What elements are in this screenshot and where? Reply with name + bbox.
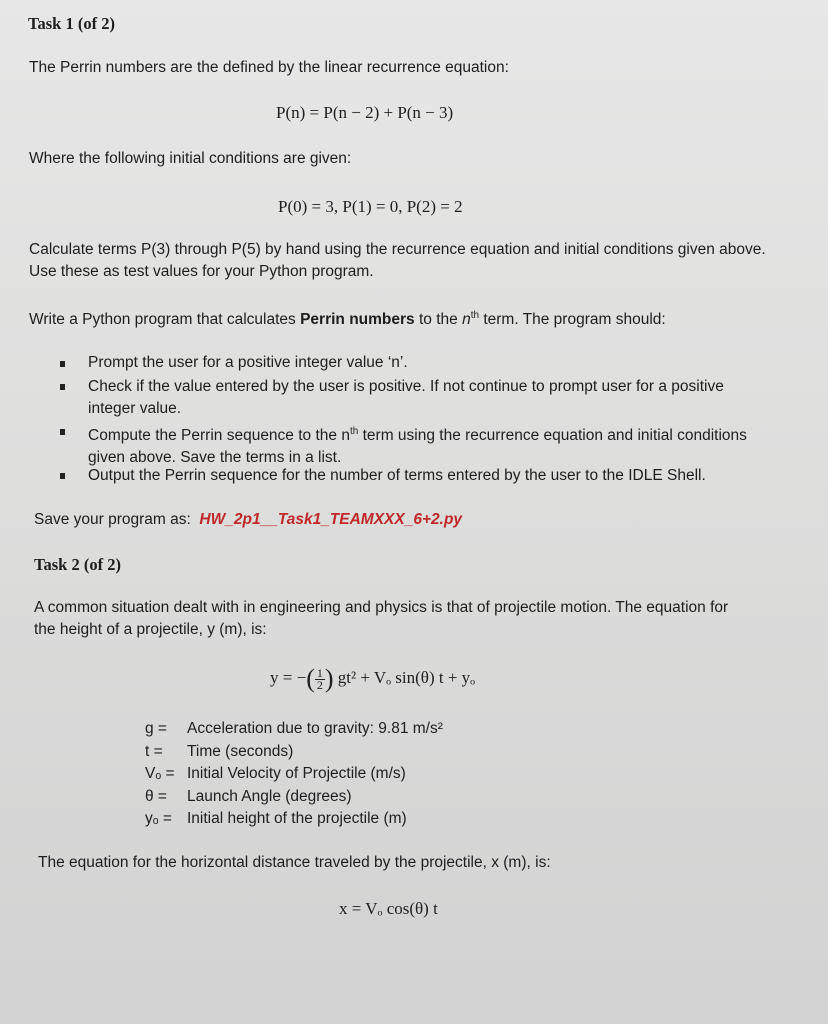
bullet-icon [60, 429, 65, 435]
definition-row [145, 765, 406, 783]
def-symbol: t = [145, 743, 163, 760]
task1-intro: The Perrin numbers are the defined by the linear recurrence equation: [29, 59, 509, 76]
task1-heading: Task 1 (of 2) [28, 14, 115, 33]
perrin-bold: Perrin numbers [300, 311, 415, 329]
bullet3-start: Compute the Perrin sequence to the n [88, 427, 350, 445]
eq-lhs: y = − [270, 667, 307, 687]
bullet-icon [60, 361, 65, 367]
def-meaning: Initial Velocity of Projectile (m/s) [187, 765, 406, 782]
def-symbol: yₒ = [145, 810, 172, 827]
save-label: Save your program as: [34, 511, 196, 528]
left-paren: ( [306, 664, 315, 693]
bullet3-rest: term using the recurrence equation and initial conditions given above. Save the terms in a list. [88, 427, 747, 467]
def-meaning: Initial height of the projectile (m) [187, 810, 407, 827]
calc-instructions: Calculate terms P(3) through P(5) by hand using the recurrence equation and initial conditions given above. Use these as test values for your Python program. [29, 241, 766, 280]
bullet-item-check: Check if the value entered by the user is positive. If not continue to prompt user for a positive integer value. [88, 378, 724, 417]
bullet-item-compute [88, 421, 748, 469]
height-equation [270, 664, 475, 694]
def-meaning: Acceleration due to gravity: 9.81 m/s² [187, 720, 443, 737]
eq-rest: gt² + Vₒ sin(θ) t + yₒ [337, 667, 476, 687]
nth-sup: th [470, 310, 480, 321]
def-meaning: Time (seconds) [187, 743, 294, 760]
task2-intro: A common situation dealt with in engineering and physics is that of projectile motion. The equation for the height of a projectile, y (m), is: [34, 599, 729, 638]
recurrence-equation: P(n) = P(n − 2) + P(n − 3) [276, 103, 454, 122]
horizontal-equation: x = Vₒ cos(θ) t [339, 899, 438, 918]
definition-row [145, 720, 443, 738]
frac-num: 1 [316, 665, 323, 680]
write-mid: to the [414, 311, 463, 329]
bullet3-sup: th [349, 426, 359, 437]
def-symbol: Vₒ = [145, 765, 175, 782]
def-meaning: Launch Angle (degrees) [187, 788, 352, 805]
write-prefix: Write a Python program that calculates [29, 311, 301, 329]
right-paren: ) [324, 664, 334, 693]
write-program-line [29, 310, 666, 329]
initial-conditions: P(0) = 3, P(1) = 0, P(2) = 2 [278, 197, 463, 216]
write-suffix: term. The program should: [479, 311, 666, 329]
bullet-item-output: Output the Perrin sequence for the number of terms entered by the user to the IDLE Shell. [88, 467, 706, 484]
save-line [34, 511, 462, 529]
bullet-icon [60, 384, 65, 390]
task2-heading: Task 2 (of 2) [34, 555, 121, 574]
bullet-item-prompt: Prompt the user for a positive integer value ‘n’. [88, 354, 408, 371]
definition-row [145, 743, 293, 761]
horizontal-intro: The equation for the horizontal distance traveled by the projectile, x (m), is: [38, 854, 551, 871]
def-symbol: θ = [145, 788, 167, 805]
save-filename: HW_2p1__Task1_TEAMXXX_6+2.py [199, 511, 463, 528]
bullet-icon [60, 473, 65, 479]
definition-row [145, 810, 407, 828]
conditions-intro: Where the following initial conditions are given: [29, 150, 352, 167]
frac-den: 2 [316, 677, 323, 692]
nth-n: n [462, 311, 471, 329]
definition-row [145, 788, 352, 806]
def-symbol: g = [145, 720, 167, 737]
half-fraction [315, 665, 325, 692]
